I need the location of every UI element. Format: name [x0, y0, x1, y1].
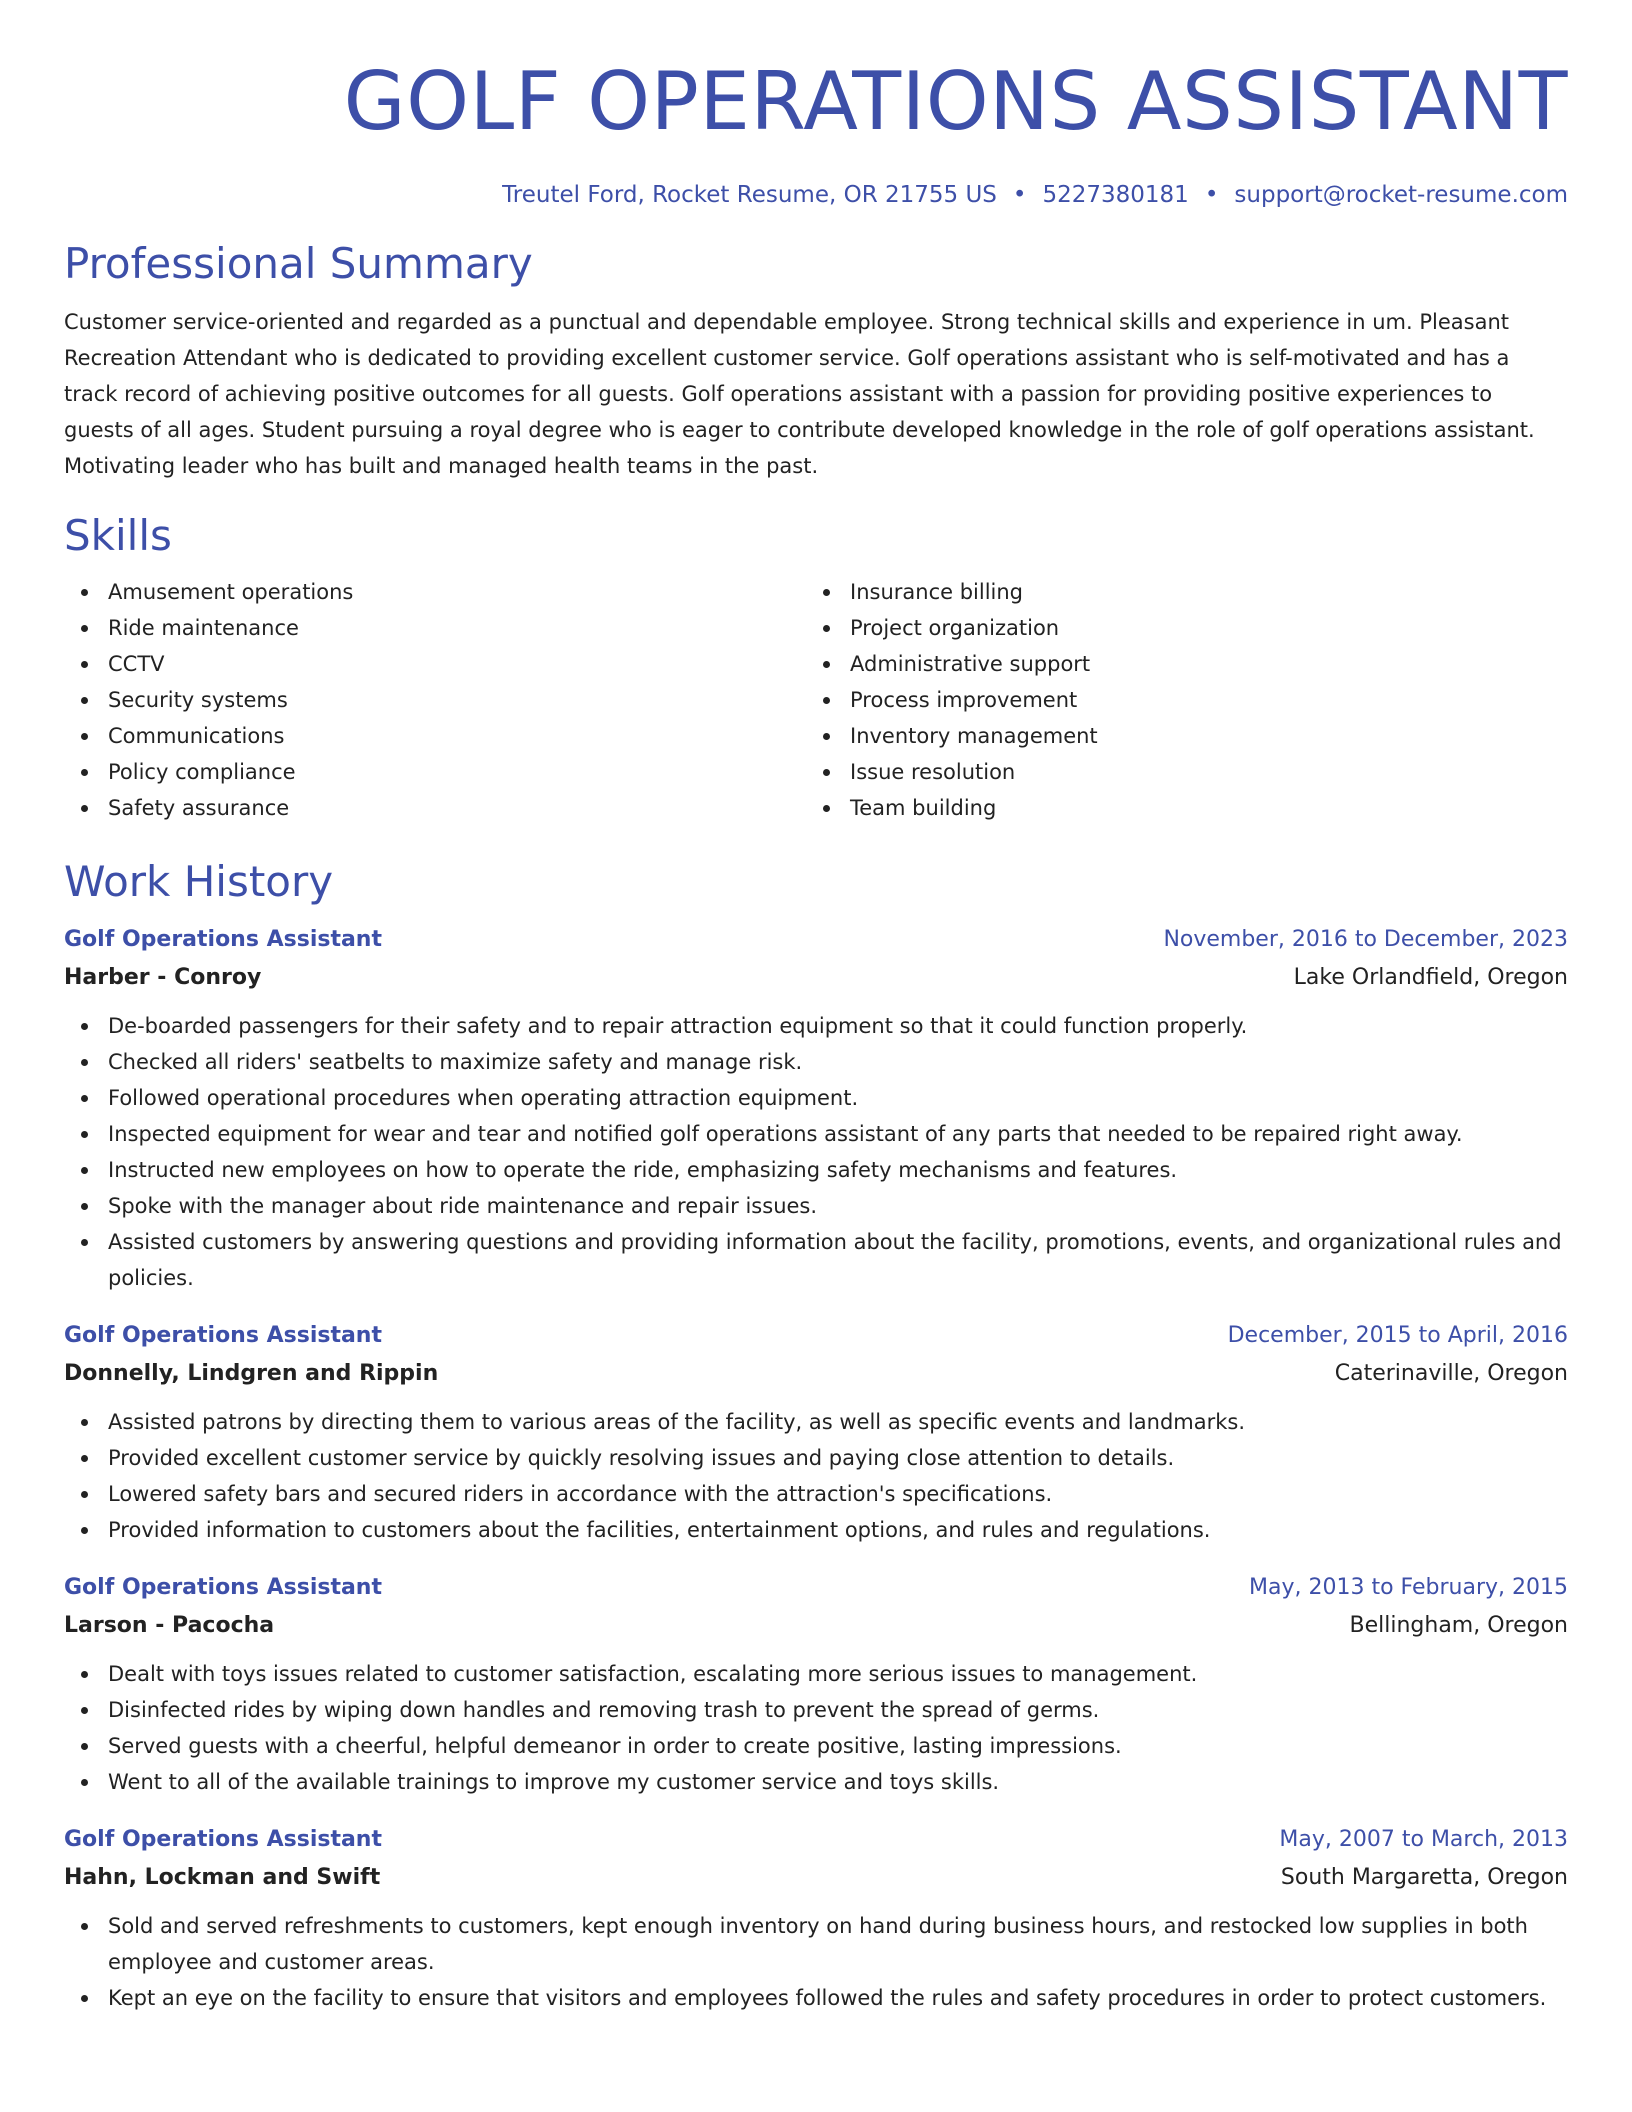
skill-item: Communications [64, 718, 806, 754]
summary-text: Customer service-oriented and regarded as a punctual and dependable employee. Strong technical skills and experience in um. Pleasant Recreation Attendant who is dedicated to providing excellent customer service. Golf operations assistant who is self-motivated and has a track record of achieving positive outcomes for all guests. Golf operations assistant with a passion for providing positive experiences to guests of all ages. Student pursuing a royal degree who is eager to contribute developed knowledge in the role of golf operations assistant. Motivating leader who has built and managed health teams in the past. [64, 310, 1535, 478]
job-company: Harber - Conroy [64, 965, 262, 990]
job-company: Hahn, Lockman and Swift [64, 1865, 381, 1890]
job-header-row [64, 1570, 1568, 1606]
duty-item: Assisted customers by answering questions and providing information about the facility, promotions, events, and organizational rules and policies. [64, 1224, 1568, 1296]
job-header-row [64, 922, 1568, 958]
job-company: Donnelly, Lindgren and Rippin [64, 1361, 439, 1386]
skill-item: Inventory management [806, 718, 1548, 754]
contact-separator: • [1012, 182, 1027, 208]
duty-item: Served guests with a cheerful, helpful demeanor in order to create positive, lasting impressions. [64, 1728, 1568, 1764]
duty-item: Provided information to customers about the facilities, entertainment options, and rules and regulations. [64, 1512, 1568, 1548]
skill-item: CCTV [64, 646, 806, 682]
skill-item: Ride maintenance [64, 610, 806, 646]
job-duties-list [64, 1008, 1568, 1296]
job-location: Bellingham, Oregon [1349, 1613, 1568, 1638]
job-company-row [64, 1606, 1568, 1646]
duty-item: Lowered safety bars and secured riders in accordance with the attraction's specifications. [64, 1476, 1568, 1512]
job-location: Lake Orlandfield, Oregon [1293, 965, 1568, 990]
duty-item: Checked all riders' seatbelts to maximize safety and manage risk. [64, 1044, 1568, 1080]
job-dates: November, 2016 to December, 2023 [1163, 927, 1568, 952]
job-entry [64, 1318, 1568, 1548]
skills-columns [64, 574, 1568, 826]
section-title-skills: Skills [64, 511, 172, 560]
duty-item: Inspected equipment for wear and tear and notified golf operations assistant of any parts that needed to be repaired right away. [64, 1116, 1568, 1152]
job-company-row [64, 1354, 1568, 1394]
job-title: Golf Operations Assistant [64, 1323, 382, 1348]
job-dates: December, 2015 to April, 2016 [1227, 1323, 1568, 1348]
section-title-work-history: Work History [64, 857, 334, 906]
duty-item: Assisted patrons by directing them to various areas of the facility, as well as specific events and landmarks. [64, 1404, 1568, 1440]
job-entry [64, 1570, 1568, 1800]
duty-item: Sold and served refreshments to customers, kept enough inventory on hand during business hours, and restocked low supplies in both employee and customer areas. [64, 1908, 1568, 1980]
skill-item: Safety assurance [64, 790, 806, 826]
job-company: Larson - Pacocha [64, 1613, 275, 1638]
job-entry [64, 1822, 1568, 2016]
duty-item: Dealt with toys issues related to customer satisfaction, escalating more serious issues to management. [64, 1656, 1568, 1692]
duty-item: Instructed new employees on how to operate the ride, emphasizing safety mechanisms and features. [64, 1152, 1568, 1188]
job-company-row [64, 1858, 1568, 1898]
duty-item: De-boarded passengers for their safety and to repair attraction equipment so that it could function properly. [64, 1008, 1568, 1044]
skill-item: Issue resolution [806, 754, 1548, 790]
job-title: Golf Operations Assistant [64, 1575, 382, 1600]
job-duties-list [64, 1908, 1568, 2016]
contact-email[interactable]: support@rocket-resume.com [1234, 182, 1568, 208]
skill-item: Policy compliance [64, 754, 806, 790]
duty-item: Went to all of the available trainings to improve my customer service and toys skills. [64, 1764, 1568, 1800]
job-dates: May, 2007 to March, 2013 [1279, 1827, 1568, 1852]
skills-list-left [64, 574, 806, 826]
contact-address: Treutel Ford, Rocket Resume, OR 21755 US [502, 182, 997, 208]
skill-item: Amusement operations [64, 574, 806, 610]
duty-item: Spoke with the manager about ride maintenance and repair issues. [64, 1188, 1568, 1224]
duty-item: Disinfected rides by wiping down handles and removing trash to prevent the spread of germs. [64, 1692, 1568, 1728]
resume-title: GOLF OPERATIONS ASSISTANT [343, 55, 1568, 148]
skills-list-right [806, 574, 1548, 826]
job-title: Golf Operations Assistant [64, 1827, 382, 1852]
contact-separator: • [1204, 182, 1219, 208]
job-company-row [64, 958, 1568, 998]
skill-item: Insurance billing [806, 574, 1548, 610]
skill-item: Process improvement [806, 682, 1548, 718]
duty-item: Provided excellent customer service by quickly resolving issues and paying close attention to details. [64, 1440, 1568, 1476]
job-header-row [64, 1318, 1568, 1354]
section-title-summary: Professional Summary [64, 239, 533, 288]
job-dates: May, 2013 to February, 2015 [1249, 1575, 1568, 1600]
resume-header [64, 54, 1568, 210]
contact-line [64, 180, 1568, 210]
skill-item: Administrative support [806, 646, 1548, 682]
job-title: Golf Operations Assistant [64, 927, 382, 952]
skill-item: Project organization [806, 610, 1548, 646]
job-entry [64, 922, 1568, 1296]
job-duties-list [64, 1404, 1568, 1548]
job-location: Caterinaville, Oregon [1334, 1361, 1568, 1386]
skill-item: Team building [806, 790, 1548, 826]
duty-item: Kept an eye on the facility to ensure that visitors and employees followed the rules and safety procedures in order to protect customers. [64, 1980, 1568, 2016]
work-history-section [64, 856, 1568, 2016]
job-location: South Margaretta, Oregon [1280, 1865, 1568, 1890]
contact-phone: 5227380181 [1042, 182, 1189, 208]
summary-section [64, 238, 1568, 484]
job-header-row [64, 1822, 1568, 1858]
job-duties-list [64, 1656, 1568, 1800]
skills-section [64, 510, 1568, 826]
skill-item: Security systems [64, 682, 806, 718]
duty-item: Followed operational procedures when operating attraction equipment. [64, 1080, 1568, 1116]
